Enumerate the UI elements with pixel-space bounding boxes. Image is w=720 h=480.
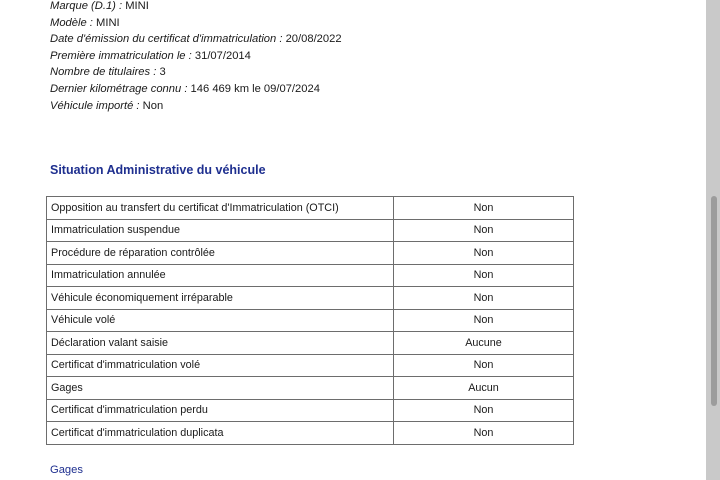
scrollbar-thumb[interactable] — [711, 196, 717, 406]
info-line-brand — [50, 0, 342, 15]
table-row — [47, 219, 574, 242]
row-value: Non — [394, 197, 574, 220]
row-value: Non — [394, 219, 574, 242]
info-value: 146 469 km le 09/07/2024 — [190, 82, 320, 95]
info-line-imported — [50, 98, 342, 115]
row-label: Véhicule volé — [47, 309, 394, 332]
situation-table — [46, 196, 574, 445]
row-value: Non — [394, 264, 574, 287]
table-row — [47, 422, 574, 445]
info-label: Véhicule importé : — [50, 99, 140, 112]
row-value: Non — [394, 399, 574, 422]
row-value: Non — [394, 309, 574, 332]
section-title-situation: Situation Administrative du véhicule — [50, 163, 266, 177]
info-line-model — [50, 15, 342, 32]
table-row — [47, 242, 574, 265]
table-row — [47, 332, 574, 355]
info-value: Non — [142, 99, 164, 112]
row-value: Aucune — [394, 332, 574, 355]
row-label: Procédure de réparation contrôlée — [47, 242, 394, 265]
row-value: Non — [394, 242, 574, 265]
info-line-mileage — [50, 81, 342, 98]
table-row — [47, 287, 574, 310]
row-label: Certificat d'immatriculation volé — [47, 354, 394, 377]
info-label: Dernier kilométrage connu : — [50, 82, 188, 95]
info-value: 20/08/2022 — [285, 33, 342, 46]
row-value: Aucun — [394, 377, 574, 400]
row-label: Certificat d'immatriculation perdu — [47, 399, 394, 422]
table-row — [47, 399, 574, 422]
table-row — [47, 354, 574, 377]
row-label: Véhicule économiquement irréparable — [47, 287, 394, 310]
info-label: Première immatriculation le : — [50, 49, 192, 62]
row-label: Opposition au transfert du certificat d'Immatriculation (OTCI) — [47, 197, 394, 220]
info-label: Marque (D.1) : — [50, 0, 123, 12]
info-label: Modèle : — [50, 16, 93, 29]
info-value: MINI — [96, 16, 120, 29]
row-value: Non — [394, 287, 574, 310]
table-row — [47, 264, 574, 287]
info-value: 3 — [159, 66, 166, 79]
row-value: Non — [394, 422, 574, 445]
table-row — [47, 377, 574, 400]
info-label: Nombre de titulaires : — [50, 66, 157, 79]
table-row — [47, 197, 574, 220]
gages-section-link[interactable]: Gages — [50, 464, 83, 476]
info-value: 31/07/2014 — [194, 49, 251, 62]
scrollbar[interactable] — [706, 0, 720, 480]
row-label: Déclaration valant saisie — [47, 332, 394, 355]
row-label: Gages — [47, 377, 394, 400]
info-line-issue-date — [50, 31, 342, 48]
info-line-first-registration — [50, 48, 342, 65]
row-label: Immatriculation annulée — [47, 264, 394, 287]
row-label: Certificat d'immatriculation duplicata — [47, 422, 394, 445]
table-row — [47, 309, 574, 332]
row-label: Immatriculation suspendue — [47, 219, 394, 242]
row-value: Non — [394, 354, 574, 377]
info-label: Date d'émission du certificat d'immatriculation : — [50, 33, 283, 46]
vehicle-info — [50, 0, 342, 114]
info-value: MINI — [125, 0, 149, 12]
info-line-owner-count — [50, 64, 342, 81]
